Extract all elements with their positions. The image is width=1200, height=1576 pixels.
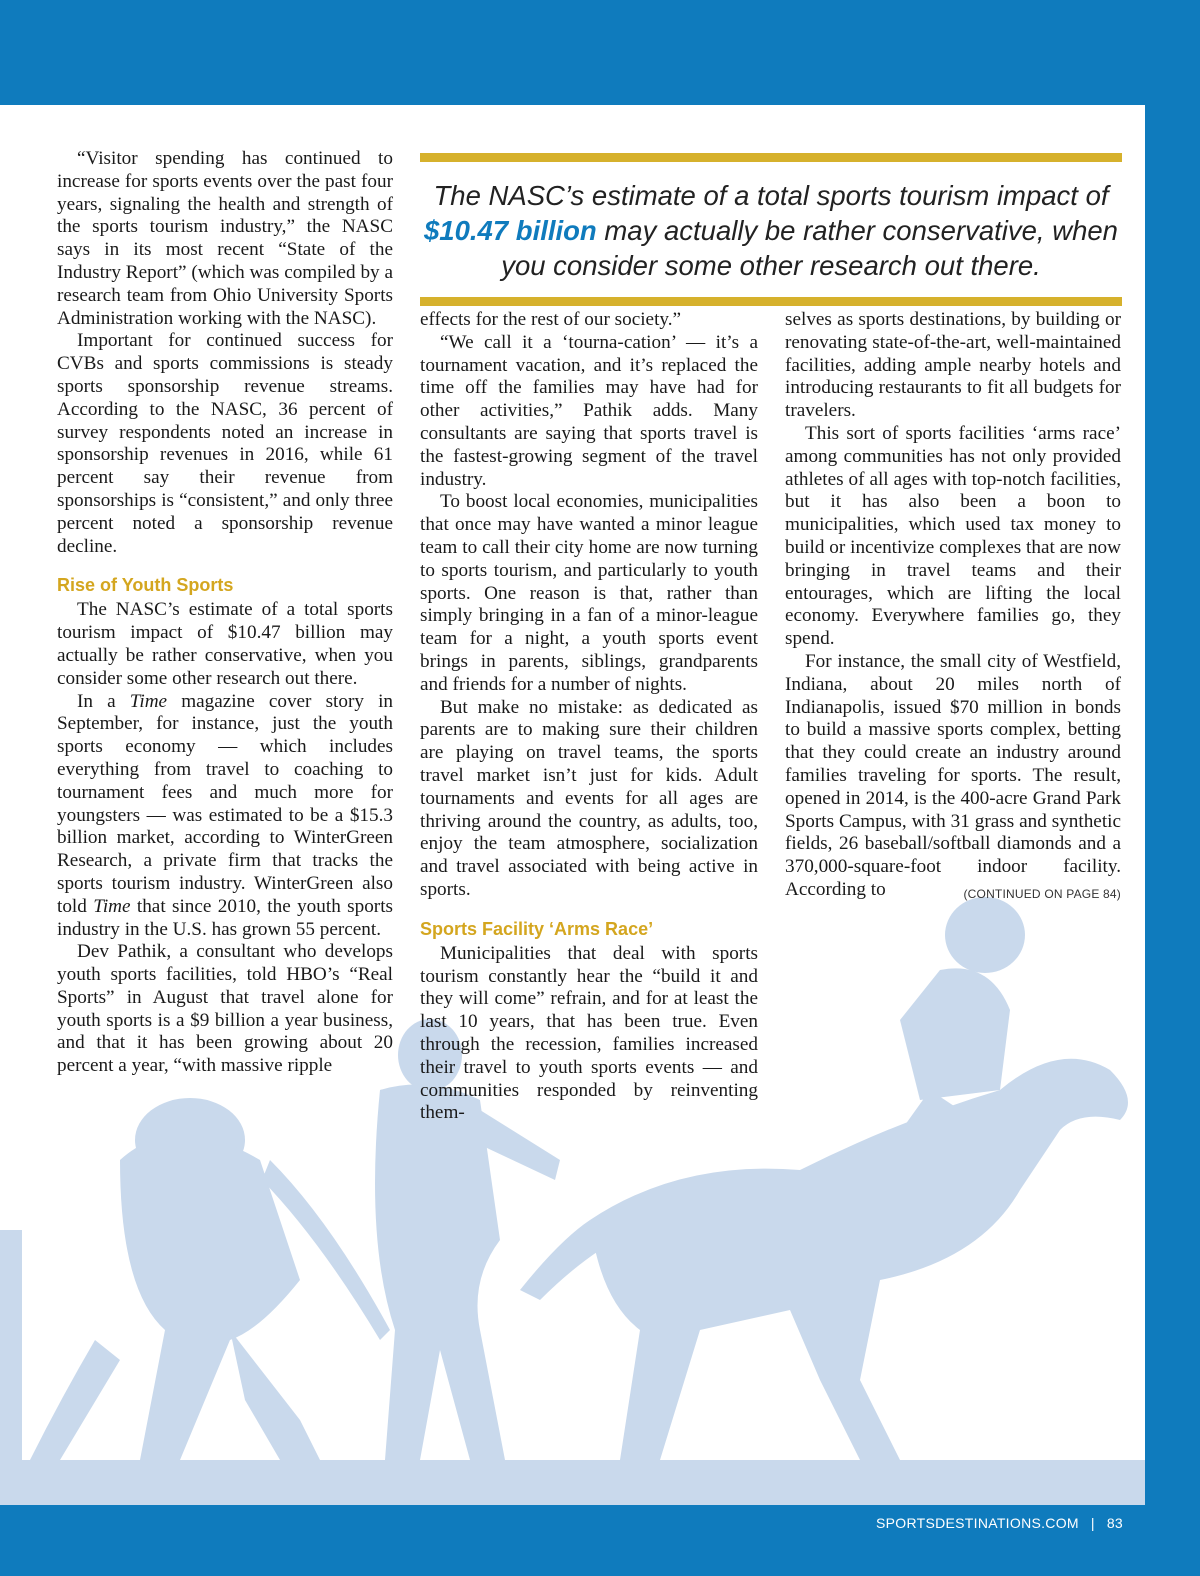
- paragraph: Important for continued success for CVBs and sports commissions is steady sports sponsorship revenue streams. According to the NASC, 36 percent of survey respondents noted an increase in sponsorship revenues in 2016, while 61 percent say their revenue from sponsorships is “consistent,” and only three percent noted a sponsorship revenue decline.: [57, 330, 393, 557]
- footer-site: SPORTSDESTINATIONS.COM: [875, 1515, 1079, 1531]
- paragraph: Dev Pathik, a consultant who develops youth sports facilities, told HBO’s “Real Sports” in August that travel alone for youth sports is a $9 billion a year business, and that it has been growing about 20 percent a year, “with massive ripple: [57, 941, 393, 1077]
- subhead-sports-facility-arms-race: Sports Facility ‘Arms Race’: [420, 918, 654, 939]
- pull-quote-top-rule: [420, 153, 1122, 162]
- paragraph: “Visitor spending has continued to increase for sports events over the past four years, signaling the health and strength of the sports tourism industry,” the NASC says in its most recent “State of the Industry Report” (which was compiled by a research team from Ohio University Sports Administration working with the NASC).: [57, 148, 393, 329]
- magazine-title: Time: [93, 895, 131, 917]
- paragraph: Municipalities that deal with sports tourism constantly hear the “build it and they will come” refrain, and for at least the last 10 years, that has been true. Even through the recession, families increased their travel to youth sports events — and communities responded by reinventing them-: [420, 942, 758, 1124]
- header-band: [0, 0, 1200, 105]
- paragraph: But make no mistake: as dedicated as parents are to making sure their children are playing on travel teams, the sports travel market isn’t just for kids. Adult tournaments and events for all ages are thriving around the country, as adults, too, enjoy the team atmosphere, socialization and travel associated with being active in sports.: [420, 696, 758, 900]
- pull-quote-highlight: $10.47 billion: [424, 215, 597, 246]
- paragraph: In a Time magazine cover story in September, for instance, just the youth sports economy — which includes everything from travel to coaching to tournament fees and much more for youngsters — was estimated to be a $15.3 billion market, according to WinterGreen Research, a private firm that tracks the sports tourism industry. WinterGreen also told Time that since 2010, the youth sports industry in the U.S. has grown 55 percent.: [57, 690, 393, 940]
- paragraph: To boost local economies, municipalities that once may have wanted a minor league team to call their city home are now turning to sports tourism, and particularly to youth sports. One reason is that, rather than simply bringing in a fan of a minor-league team for a night, a youth sports event brings in parents, siblings, grandparents and friends for a number of nights.: [420, 491, 758, 695]
- article-column-2: [420, 309, 758, 1125]
- footer-band: [0, 1505, 1145, 1576]
- pull-quote: [420, 153, 1122, 306]
- magazine-title: Time: [129, 690, 168, 712]
- side-band: [1145, 105, 1200, 1576]
- continued-on-page-label: (CONTINUED ON PAGE 84): [963, 886, 1121, 901]
- footer-folio: [876, 1515, 1123, 1531]
- subhead-rise-of-youth-sports: Rise of Youth Sports: [57, 575, 234, 596]
- paragraph: This sort of sports facilities ‘arms race’ among communities has not only provided athletes of all ages with top-notch facilities, but it has also been a boon to municipalities, which used tax money to build or incentivize complexes that are now bringing in travel teams and their entourages, which are lifting the local economy. Everywhere families go, they spend.: [785, 422, 1121, 650]
- paragraph: For instance, the small city of Westfield, Indiana, about 20 miles north of Indianapolis, issued $70 million in bonds to build a massive sports complex, betting that they could create an industry around families traveling for sports. The result, opened in 2014, is the 400-acre Grand Park Sports Campus, with 31 grass and synthetic fields, 26 baseball/softball diamonds and a 370,000-square-foot indoor facility. According to (CONTINUED ON PAGE 84): [785, 651, 1121, 902]
- paragraph: selves as sports destinations, by building or renovating state-of-the-art, well-maintained facilities, adding ample nearby hotels and introducing restaurants to fit all budgets for travelers.: [785, 309, 1121, 422]
- paragraph: effects for the rest of our society.”: [420, 309, 682, 330]
- silhouette-ground: [0, 1460, 1145, 1505]
- page-number: 83: [1106, 1515, 1123, 1531]
- pull-quote-bottom-rule: [420, 297, 1122, 306]
- article-column-3: [785, 309, 1121, 906]
- hockey-player-silhouette: [0, 1098, 390, 1460]
- paragraph: The NASC’s estimate of a total sports tourism impact of $10.47 billion may actually be rather conservative, when you consider some other research out there.: [57, 599, 393, 689]
- footer-separator: |: [1090, 1515, 1095, 1531]
- pull-quote-text: The NASC’s estimate of a total sports tourism impact of $10.47 billion may actually be rather conservative, when you consider some other research out there.: [424, 180, 1118, 281]
- article-column-1: [57, 148, 393, 1078]
- paragraph: “We call it a ‘tourna-cation’ — it’s a tournament vacation, and it’s replaced the time off the families may have had for other activities,” Pathik adds. Many consultants are saying that sports travel is the fastest-growing segment of the travel industry.: [420, 331, 758, 490]
